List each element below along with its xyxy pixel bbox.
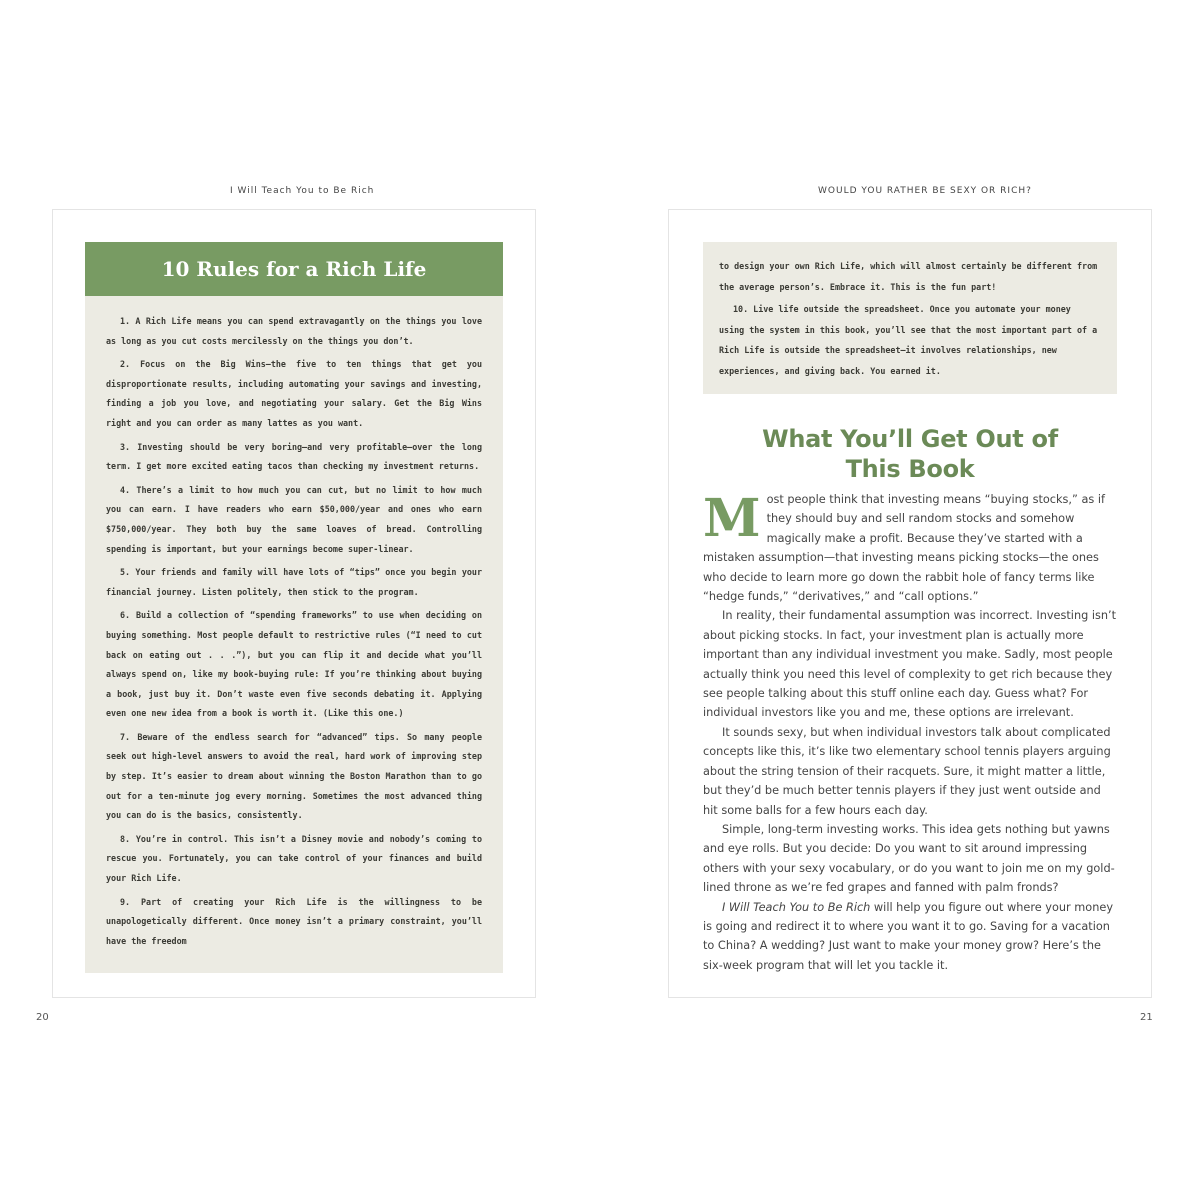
rule-10: 10. Live life outside the spreadsheet. Once you automate your money using the system in this book, you’ll see that the most important part of a Rich Life is outside the spreadsheet—it involves relationships, new experiences, and giving back. You earned it. bbox=[719, 304, 1098, 376]
left-page bbox=[52, 209, 536, 998]
running-head-left: I Will Teach You to Be Rich bbox=[230, 186, 375, 196]
rule-1: 1. A Rich Life means you can spend extravagantly on the things you love as long as you cut costs mercilessly on the things you don’t. bbox=[106, 316, 482, 346]
right-page bbox=[668, 209, 1152, 998]
running-head-right: WOULD YOU RATHER BE SEXY OR RICH? bbox=[818, 186, 1032, 196]
rule-8: 8. You’re in control. This isn’t a Disney movie and nobody’s coming to rescue you. Fortunately, you can take control of your finances and build your Rich Life. bbox=[106, 833, 482, 884]
paragraph-1-text: ost people think that investing means “buying stocks,” as if they should buy and sell random stocks and somehow magically make a profit. Because they’ve started with a mistaken assumption—that investing means picking stocks—the ones who decide to learn more go down the rabbit hole of fancy terms like “hedge funds,” “derivatives,” and “call options.” bbox=[703, 493, 1105, 604]
rule-6: 6. Build a collection of “spending frameworks” to use when deciding on buying something. Most people default to restrictive rules (“I need to cut back on eating out . . .”), but you can flip it and decide what you’ll always spend on, like my book-buying rule: If you’re thinking about buying a book, just buy it. Don’t waste even five seconds debating it. Applying even one new idea from a book is worth it. (Like this one.) bbox=[106, 610, 482, 719]
section-heading-line-2: This Book bbox=[845, 455, 975, 483]
page-number-left: 20 bbox=[36, 1012, 49, 1023]
paragraph-3: It sounds sexy, but when individual investors talk about complicated concepts like this, it’s like two elementary school tennis players arguing about the string tension of their racquets. Sure, it might matter a little, but they’d be much better tennis players if they just went outside and hit some balls for a few hours each day. bbox=[703, 725, 1111, 817]
paragraph-2: In reality, their fundamental assumption was incorrect. Investing isn’t about picking stocks. In fact, your investment plan is actually more important than any individual investment you make. Sadly, most people actually think you need this level of complexity to get rich because they see people talking about this stuff online each day. Guess what? For individual investors like you and me, these options are irrelevant. bbox=[703, 609, 1117, 720]
rule-4: 4. There’s a limit to how much you can cut, but no limit to how much you can earn. I have readers who earn $50,000/year and ones who earn $750,000/year. They both buy the same loaves of bread. Controlling spending is important, but your earnings become super-linear. bbox=[106, 484, 482, 554]
page-number-right: 21 bbox=[1140, 1012, 1153, 1023]
paragraph-5 bbox=[703, 898, 1117, 976]
rule-9-continued: to design your own Rich Life, which will almost certainly be different from the average person’s. Embrace it. This is the fun part! bbox=[719, 261, 1098, 292]
body-text bbox=[703, 490, 1117, 975]
rules-continuation-box bbox=[703, 242, 1117, 394]
rules-title: 10 Rules for a Rich Life bbox=[85, 242, 503, 296]
drop-cap: M bbox=[703, 488, 761, 549]
paragraph-5-text: will help you figure out where your money is going and redirect it to where you want it to go. Saving for a vacation to China? A wedding? Just want to make your money grow? Here’s the six-week program that will let you tackle it. bbox=[703, 900, 1114, 972]
rule-9: 9. Part of creating your Rich Life is the willingness to be unapologetically different. Once money isn’t a primary constraint, you’ll have the freedom bbox=[106, 896, 482, 946]
rule-7: 7. Beware of the endless search for “advanced” tips. So many people seek out high-level answers to avoid the real, hard work of improving step by step. It’s easier to dream about winning the Boston Marathon than to go out for a ten-minute jog every morning. Sometimes the most advanced thing you can do is the basics, consistently. bbox=[106, 731, 482, 821]
rule-5: 5. Your friends and family will have lots of “tips” once you begin your financial journey. Listen politely, then stick to the program. bbox=[106, 567, 482, 597]
rules-box bbox=[85, 242, 503, 973]
book-title-italic: I Will Teach You to Be Rich bbox=[722, 900, 871, 914]
paragraph-4: Simple, long-term investing works. This idea gets nothing but yawns and eye rolls. But you decide: Do you want to sit around impressing others with your sexy vocabulary, or do you want to join me on my gold-lined throne as we’re fed grapes and fanned with palm fronds? bbox=[703, 822, 1115, 895]
paragraph-1 bbox=[703, 490, 1117, 606]
rule-3: 3. Investing should be very boring—and very profitable—over the long term. I get more excited eating tacos than checking my investment returns. bbox=[106, 441, 482, 472]
rules-list bbox=[85, 296, 503, 951]
section-heading bbox=[703, 424, 1117, 484]
section-heading-line-1: What You’ll Get Out of bbox=[762, 425, 1058, 453]
rule-2: 2. Focus on the Big Wins—the five to ten things that get you disproportionate results, including automating your savings and investing, finding a job you love, and negotiating your salary. Get the Big Wins right and you can order as many lattes as you want. bbox=[106, 359, 482, 428]
